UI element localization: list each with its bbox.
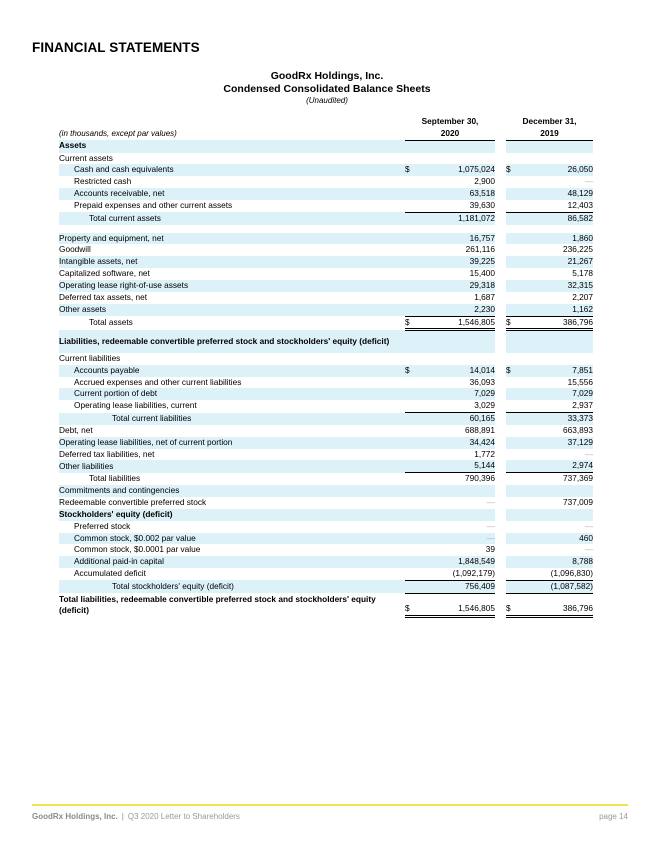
currency-symbol [506,521,518,533]
row-label: Prepaid expenses and other current assets [74,200,233,211]
currency-symbol [405,580,417,593]
currency-symbol [506,330,518,353]
value-sep-2020: 756,409 [417,580,495,593]
currency-symbol [405,568,417,580]
currency-symbol [506,353,518,365]
value-sep-2020: 1,772 [474,448,496,459]
currency-symbol [405,256,417,268]
value-dec-2019: (1,087,582) [518,580,593,593]
currency-symbol [506,377,518,389]
column-header-sep-2020 [405,116,495,140]
currency-symbol [405,268,417,280]
value-dec-2019: — [584,176,594,187]
value-dec-2019: 236,225 [563,244,594,255]
currency-symbol [405,556,417,568]
value-sep-2020: 1,181,072 [417,212,495,224]
footer-divider [32,804,628,806]
currency-symbol [405,353,417,365]
value-dec-2019: 37,129 [518,437,593,449]
row-label: Capitalized software, net [59,268,150,279]
value-dec-2019 [518,330,593,353]
value-sep-2020: 34,424 [417,437,495,449]
value-dec-2019: 21,267 [518,256,593,268]
value-sep-2020: 60,165 [417,413,495,425]
statement-title: Condensed Consolidated Balance Sheets [223,83,431,95]
footer-left [32,812,240,821]
column-header-line1: December 31, [522,116,577,126]
row-label: Other liabilities [59,460,405,472]
currency-symbol [506,188,518,200]
table-row [59,292,593,304]
currency-symbol [506,233,518,245]
currency-symbol [405,473,417,485]
currency-symbol [405,140,417,152]
row-label: Preferred stock [74,520,131,531]
table-header-row [59,116,593,140]
value-dec-2019: 386,796 [518,593,593,616]
currency-symbol: $ [405,593,417,616]
currency-symbol [506,449,518,461]
currency-symbol [506,460,518,472]
currency-symbol [506,244,518,256]
row-label: Other assets [59,304,405,316]
table-row [59,593,593,616]
table-row [59,304,593,316]
value-sep-2020: 2,900 [474,176,496,187]
currency-symbol [506,556,518,568]
currency-symbol [405,377,417,389]
units-note: (in thousands, except par values) [59,129,177,139]
currency-symbol [405,449,417,461]
table-row [59,497,593,509]
table-row [59,388,593,400]
value-sep-2020: 63,518 [417,188,495,200]
value-dec-2019: 1,162 [518,304,593,316]
value-sep-2020: — [486,520,496,531]
row-label: Debt, net [59,424,93,435]
column-header-line2: 2019 [540,127,559,138]
table-row [59,140,593,152]
currency-symbol [405,200,417,212]
table-row [59,473,593,485]
currency-symbol [405,533,417,545]
currency-symbol [506,533,518,545]
currency-symbol [506,568,518,580]
currency-symbol: $ [506,316,518,330]
table-row [59,413,593,425]
table-row [59,509,593,521]
value-sep-2020: 1,687 [474,291,496,302]
row-label: Total liabilities [89,473,141,484]
row-label: Total current assets [59,212,405,224]
value-dec-2019: 2,207 [572,291,594,302]
value-dec-2019: 386,796 [518,316,593,330]
column-header-line2: 2020 [440,127,460,138]
row-label: Accounts receivable, net [59,188,405,200]
value-sep-2020: 39,630 [417,200,495,212]
value-sep-2020 [417,485,495,497]
table-row [59,200,593,212]
value-sep-2020: 36,093 [469,376,496,387]
table-row [59,460,593,472]
value-dec-2019: 2,937 [518,400,593,412]
currency-symbol [405,521,417,533]
value-sep-2020: 16,757 [417,233,495,245]
section-title: FINANCIAL STATEMENTS [32,40,200,55]
value-dec-2019: 460 [518,533,593,545]
value-sep-2020: 7,029 [417,388,495,400]
row-label: Accumulated deficit [74,568,146,579]
value-dec-2019: 33,373 [518,413,593,425]
currency-symbol [405,413,417,425]
currency-symbol: $ [405,365,417,377]
value-dec-2019: 32,315 [518,280,593,292]
value-dec-2019 [518,485,593,497]
row-label: Common stock, $0.0001 par value [74,544,201,555]
row-label: Operating lease right-of-use assets [59,280,405,292]
currency-symbol [405,176,417,188]
row-label: Current liabilities [59,352,121,363]
currency-symbol [506,280,518,292]
row-label: Deferred tax liabilities, net [59,448,155,459]
value-dec-2019: 5,178 [572,268,594,279]
table-row [59,449,593,461]
value-sep-2020: 39 [485,544,496,555]
table-row [59,485,593,497]
currency-symbol [506,413,518,425]
value-sep-2020: 39,225 [417,256,495,268]
row-label: Restricted cash [74,176,132,187]
row-label: Current portion of debt [59,388,405,400]
currency-symbol [405,437,417,449]
footer-document: Q3 2020 Letter to Shareholders [127,812,240,821]
value-sep-2020: 1,546,805 [417,316,495,330]
value-dec-2019 [518,509,593,521]
currency-symbol [405,233,417,245]
value-sep-2020: 261,116 [465,244,496,255]
row-label: Common stock, $0.002 par value [59,533,405,545]
value-sep-2020: (1,092,179) [417,568,495,580]
value-dec-2019 [518,140,593,152]
value-dec-2019: 737,009 [563,496,594,507]
table-row [59,568,593,580]
row-label: Additional paid-in capital [59,556,405,568]
table-row [59,316,593,330]
company-name: GoodRx Holdings, Inc. [270,70,384,82]
value-sep-2020: 5,144 [417,460,495,472]
table-row [59,256,593,268]
value-dec-2019: 2,974 [518,460,593,472]
table-row [59,353,593,365]
currency-symbol [405,188,417,200]
table-row [59,544,593,556]
row-label: Assets [59,140,405,152]
row-label: Commitments and contingencies [59,485,405,497]
value-dec-2019 [518,153,593,165]
currency-symbol [506,580,518,593]
value-sep-2020: 790,396 [465,473,496,484]
currency-symbol [405,280,417,292]
currency-symbol [506,509,518,521]
row-label: Liabilities, redeemable convertible preferred stock and stockholders' equity (deficit) [59,330,405,353]
table-row [59,425,593,437]
currency-symbol: $ [506,164,518,176]
currency-symbol [506,388,518,400]
value-sep-2020 [417,330,495,353]
table-row [59,153,593,165]
table-row [59,225,593,233]
value-dec-2019: (1,096,830) [518,568,593,580]
table-row [59,556,593,568]
currency-symbol [405,153,417,165]
currency-symbol [405,509,417,521]
value-sep-2020: 2,230 [417,304,495,316]
currency-symbol [405,425,417,437]
value-dec-2019: 48,129 [518,188,593,200]
currency-symbol [405,292,417,304]
currency-symbol: $ [506,365,518,377]
table-row [59,580,593,593]
value-sep-2020: 29,318 [417,280,495,292]
currency-symbol [506,200,518,212]
currency-symbol [506,497,518,509]
row-label: Accounts payable [59,365,405,377]
currency-symbol [405,497,417,509]
currency-symbol [506,292,518,304]
currency-symbol [405,460,417,472]
currency-symbol [506,473,518,485]
footer-separator: | [121,812,124,821]
value-dec-2019: — [584,544,594,555]
currency-symbol [405,304,417,316]
footer-company: GoodRx Holdings, Inc. [32,812,118,821]
row-label: Deferred tax assets, net [59,291,148,302]
table-row [59,212,593,224]
table-row [59,164,593,176]
value-dec-2019: 8,788 [518,556,593,568]
currency-symbol [506,304,518,316]
currency-symbol [506,400,518,412]
statement-note: (Unaudited) [306,96,348,105]
value-dec-2019: 7,851 [518,365,593,377]
row-label: Cash and cash equivalents [59,164,405,176]
table-row [59,233,593,245]
value-dec-2019: 663,893 [563,424,594,435]
table-row [59,365,593,377]
currency-symbol [506,140,518,152]
currency-symbol [405,485,417,497]
value-dec-2019: 737,369 [563,473,594,484]
value-sep-2020: 688,891 [465,424,496,435]
value-dec-2019: 12,403 [518,200,593,212]
row-label: Goodwill [59,244,91,255]
row-label: Total current liabilities [59,413,405,425]
row-label: Total stockholders' equity (deficit) [59,580,405,593]
value-sep-2020 [417,153,495,165]
value-dec-2019: 86,582 [518,212,593,224]
table-row [59,400,593,412]
currency-symbol [506,212,518,224]
value-dec-2019: — [584,520,594,531]
currency-symbol [506,176,518,188]
value-sep-2020 [417,140,495,152]
value-sep-2020: 3,029 [417,400,495,412]
value-dec-2019: 1,860 [518,233,593,245]
value-sep-2020 [417,509,495,521]
value-dec-2019: 15,556 [567,376,594,387]
currency-symbol [506,425,518,437]
value-dec-2019: 7,029 [518,388,593,400]
row-label: Operating lease liabilities, net of current portion [59,437,405,449]
value-sep-2020: 1,075,024 [417,164,495,176]
value-sep-2020: 15,400 [469,268,496,279]
row-label: Intangible assets, net [59,256,405,268]
table-row [59,244,593,256]
currency-symbol [506,437,518,449]
currency-symbol [506,544,518,556]
currency-symbol [405,244,417,256]
table-row [59,437,593,449]
currency-symbol: $ [506,593,518,616]
row-label: Total assets [89,317,133,327]
value-dec-2019: — [584,448,594,459]
row-label: Total liabilities, redeemable convertible preferred stock and stockholders' equity (deficit) [59,593,376,615]
currency-symbol [506,268,518,280]
row-label: Accrued expenses and other current liabilities [74,376,242,387]
value-sep-2020: 1,546,805 [417,593,495,616]
currency-symbol [506,485,518,497]
column-header-line1: September 30, [421,116,479,126]
value-sep-2020: — [486,496,496,507]
currency-symbol [405,400,417,412]
currency-symbol [405,388,417,400]
table-row [59,176,593,188]
currency-symbol [405,212,417,224]
column-header-dec-2019 [506,116,593,140]
value-sep-2020: — [417,533,495,545]
balance-sheet-table [59,116,593,618]
currency-symbol: $ [405,316,417,330]
currency-symbol [506,256,518,268]
currency-symbol: $ [405,164,417,176]
value-dec-2019 [518,353,593,365]
table-row [59,377,593,389]
table-row [59,268,593,280]
table-row [59,330,593,353]
row-label: Property and equipment, net [59,233,405,245]
footer-page-number: page 14 [599,812,628,821]
row-label: Redeemable convertible preferred stock [59,496,207,507]
row-label: Operating lease liabilities, current [74,400,197,411]
value-sep-2020: 1,848,549 [417,556,495,568]
table-row [59,533,593,545]
value-dec-2019: 26,050 [518,164,593,176]
currency-symbol [405,330,417,353]
table-row [59,521,593,533]
value-sep-2020: 14,014 [417,365,495,377]
row-label: Stockholders' equity (deficit) [59,509,405,521]
currency-symbol [405,544,417,556]
row-label: Current assets [59,152,113,163]
value-sep-2020 [417,353,495,365]
currency-symbol [506,153,518,165]
table-row [59,280,593,292]
table-row [59,188,593,200]
